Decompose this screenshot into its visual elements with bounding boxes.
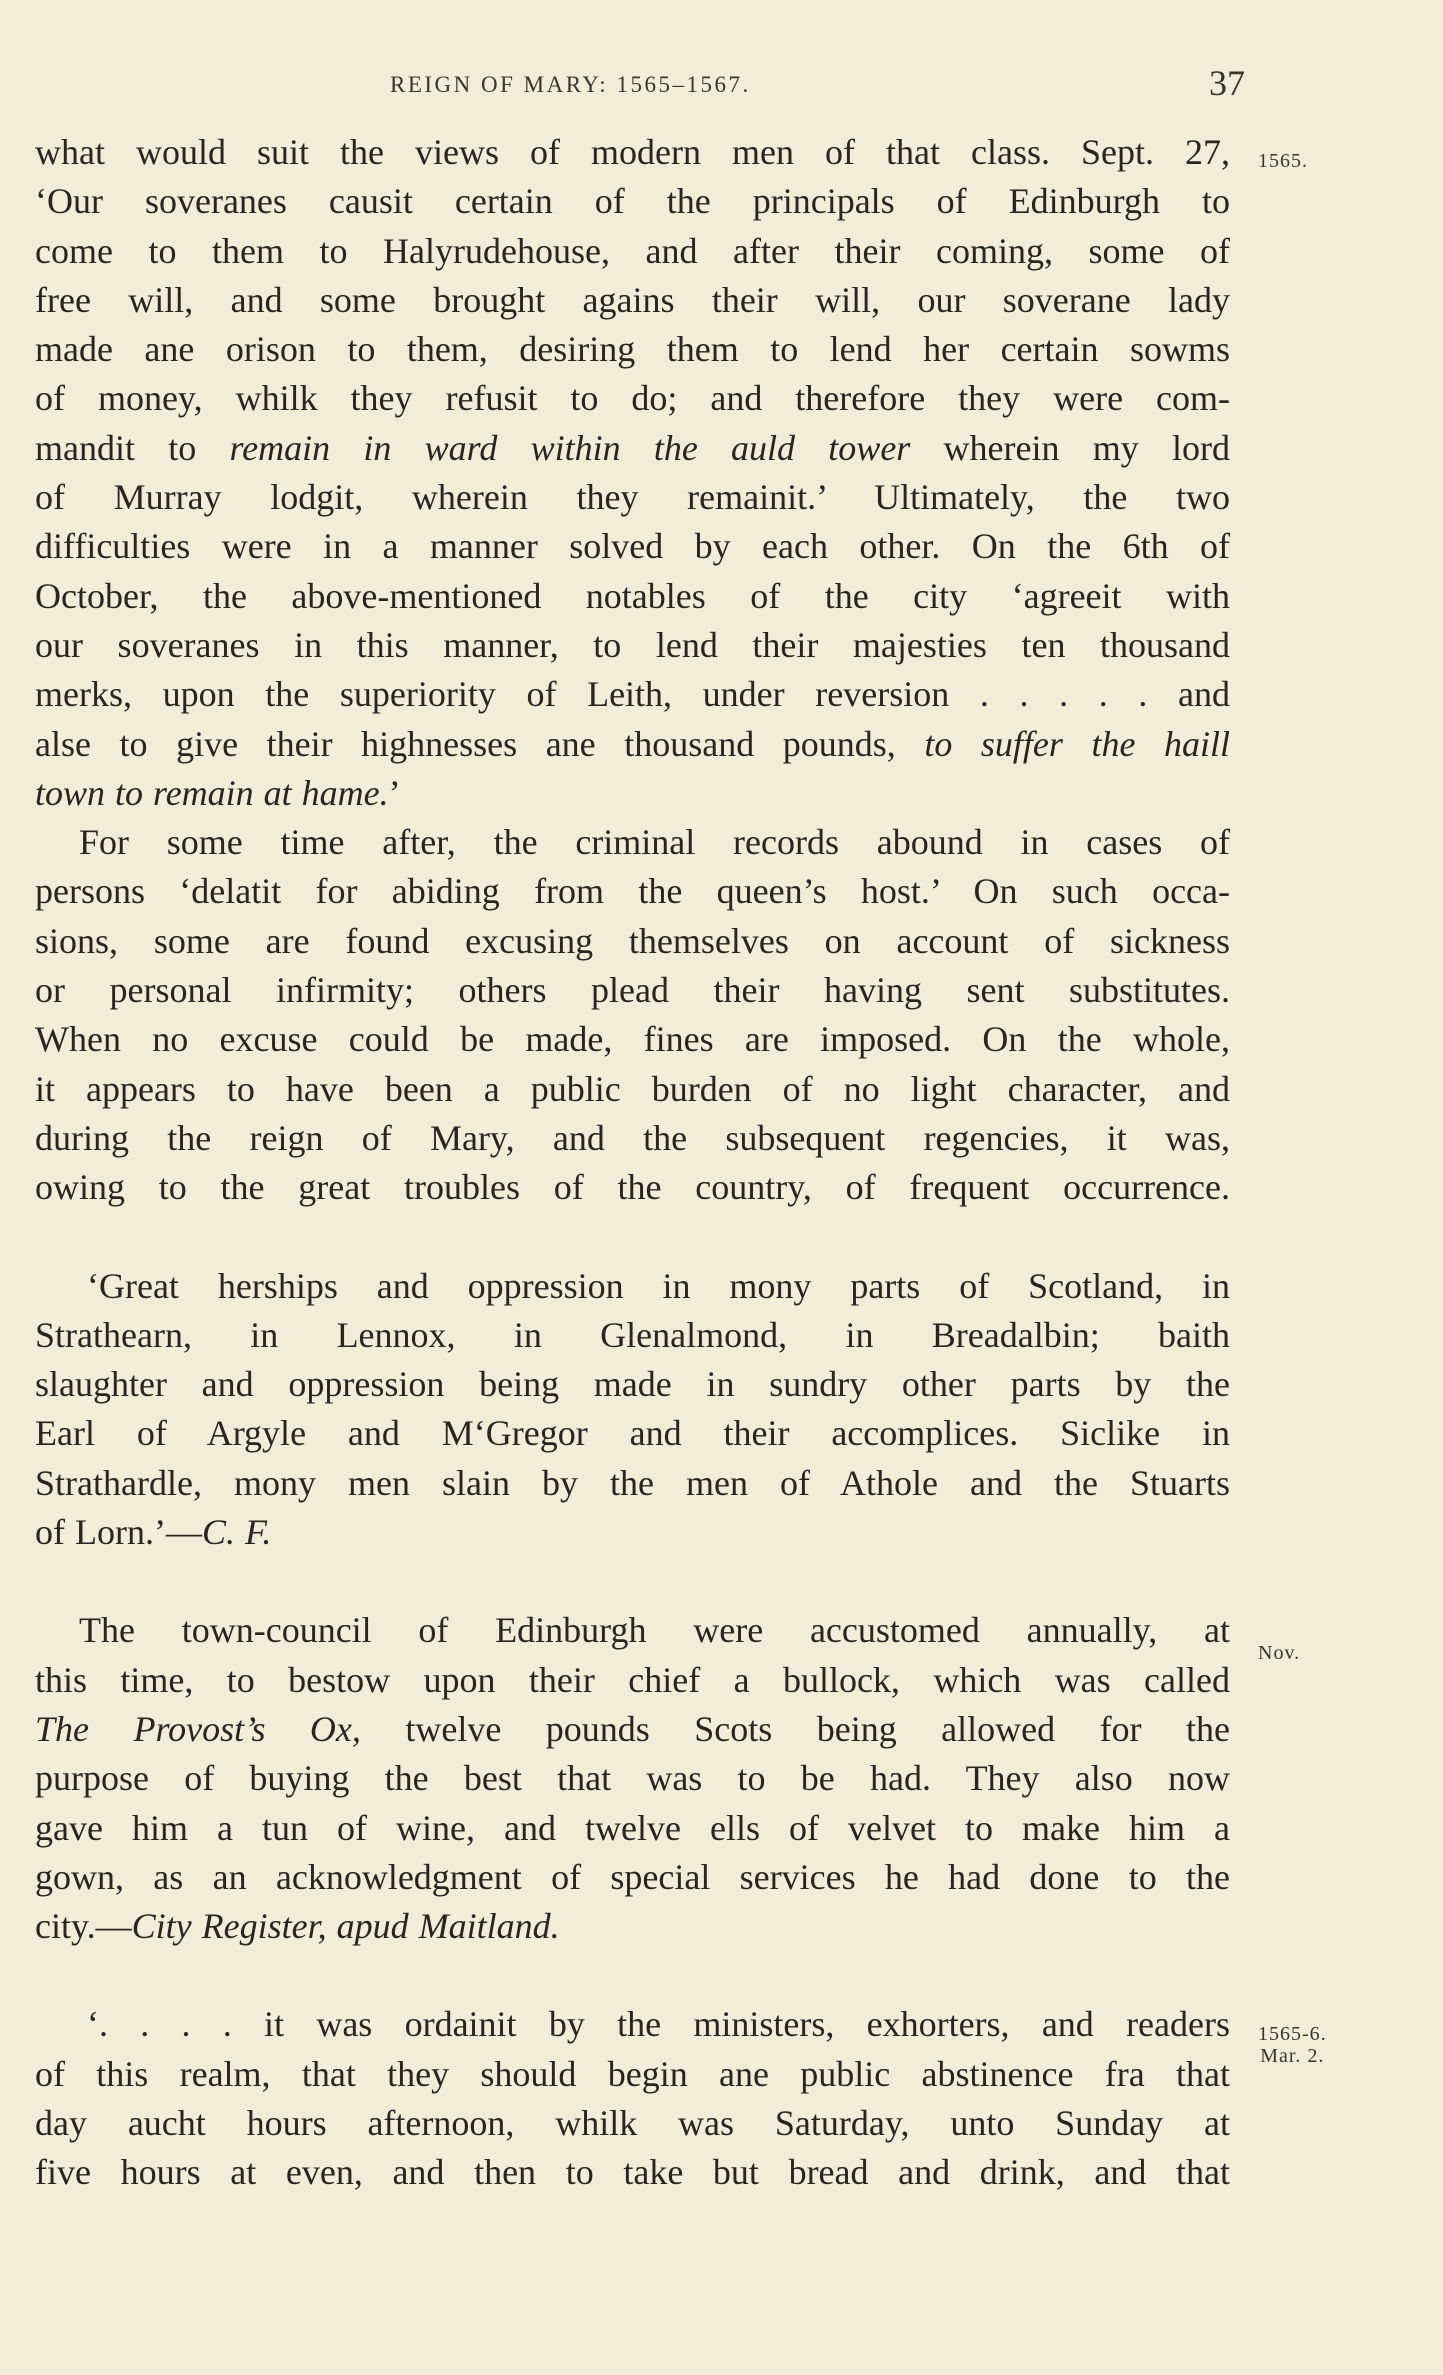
text-line: during the reign of Mary, and the subsequent regencies, it was, — [35, 1117, 1230, 1158]
text-line: this time, to bestow upon their chief a bullock, which was called — [35, 1659, 1230, 1700]
text-line: our soveranes in this manner, to lend their majesties ten thousand — [35, 624, 1230, 665]
source-citation: City Register, apud Maitland. — [131, 1906, 560, 1947]
text-line: For some time after, the criminal records abound in cases of — [79, 822, 1230, 863]
source-citation: C. F. — [201, 1512, 272, 1553]
text-line: ‘Our soveranes causit certain of the principals of Edinburgh to — [35, 181, 1230, 222]
running-head — [390, 62, 1245, 112]
text-line: slaughter and oppression being made in sundry other parts by the — [35, 1364, 1230, 1405]
text-line: When no excuse could be made, fines are imposed. On the whole, — [35, 1019, 1230, 1060]
text-line: it appears to have been a public burden of no light character, and — [35, 1068, 1230, 1109]
text-line: free will, and some brought agains their will, our soverane lady — [35, 279, 1230, 320]
text-line: merks, upon the superiority of Leith, under reversion . . . . . and — [35, 674, 1230, 715]
text-line: purpose of buying the best that was to be had. They also now — [35, 1758, 1230, 1799]
text-line: five hours at even, and then to take but bread and drink, and that — [35, 2152, 1230, 2193]
text-line — [35, 720, 1230, 769]
margin-note-day: Mar. 2. — [1260, 2045, 1325, 2067]
quotation-paragraph — [35, 1262, 1230, 1558]
text-line: gave him a tun of wine, and twelve ells of velvet to make him a — [35, 1807, 1230, 1848]
paragraph — [35, 818, 1230, 1212]
text-line: of money, whilk they refusit to do; and therefore they were com- — [35, 378, 1230, 419]
text-run: ’ — [388, 772, 401, 813]
text-run: mandit to — [35, 427, 230, 468]
text-line: ‘. . . . it was ordainit by the ministers, exhorters, and readers — [87, 2004, 1230, 2045]
page-number: 37 — [1209, 63, 1245, 103]
text-line — [35, 1705, 1230, 1754]
text-line: Strathearn, in Lennox, in Glenalmond, in Breadalbin; baith — [35, 1314, 1230, 1355]
text-line: Earl of Argyle and M‘Gregor and their accomplices. Siclike in — [35, 1413, 1230, 1454]
text-run: wherein my lord — [910, 427, 1230, 468]
quotation-paragraph — [35, 2000, 1230, 2197]
text-line — [35, 769, 1230, 818]
section-gap — [35, 1557, 1230, 1606]
text-line: sions, some are found excusing themselves on account of sickness — [35, 920, 1230, 961]
italic-quote: town to remain at hame. — [35, 772, 389, 813]
paragraph — [35, 1606, 1230, 1951]
margin-note-month: Nov. — [1258, 1642, 1301, 1664]
text-line: owing to the great troubles of the country, of frequent occurrence. — [35, 1167, 1230, 1208]
margin-note-year: 1565. — [1258, 150, 1308, 172]
text-line: of this realm, that they should begin ane public abstinence fra that — [35, 2053, 1230, 2094]
section-gap — [35, 1213, 1230, 1262]
text-line: or personal infirmity; others plead their having sent substitutes. — [35, 970, 1230, 1011]
section-gap — [35, 1951, 1230, 2000]
text-line: made ane orison to them, desiring them to lend her certain sowms — [35, 329, 1230, 370]
text-line: difficulties were in a manner solved by each other. On the 6th of — [35, 526, 1230, 567]
paragraph — [35, 128, 1230, 818]
text-line: October, the above-mentioned notables of the city ‘agreeit with — [35, 575, 1230, 616]
italic-quote: to suffer the haill — [924, 723, 1230, 764]
text-run: of Lorn.’— — [35, 1512, 202, 1553]
text-line: come to them to Halyrudehouse, and after their coming, some of — [35, 230, 1230, 271]
running-title: REIGN OF MARY: 1565–1567. — [390, 72, 751, 97]
italic-quote: remain in ward within the auld tower — [229, 427, 911, 468]
italic-title: The Provost’s Ox, — [35, 1708, 361, 1749]
text-line: what would suit the views of modern men of that class. Sept. 27, — [35, 132, 1230, 172]
margin-note-date — [1258, 2023, 1327, 2067]
text-run: alse to give their highnesses ane thousand pounds, — [35, 723, 925, 764]
text-line: gown, as an acknowledgment of special services he had done to the — [35, 1856, 1230, 1897]
text-line: of Murray lodgit, wherein they remainit.’ Ultimately, the two — [35, 477, 1230, 518]
text-line: day aucht hours afternoon, whilk was Saturday, unto Sunday at — [35, 2102, 1230, 2143]
margin-note-year-range: 1565-6. — [1258, 2023, 1327, 2045]
text-line: persons ‘delatit for abiding from the queen’s host.’ On such occa- — [35, 871, 1230, 912]
text-line: ‘Great herships and oppression in mony parts of Scotland, in — [87, 1265, 1230, 1306]
text-run: city.— — [35, 1906, 132, 1947]
text-line — [35, 424, 1230, 473]
text-line: Strathardle, mony men slain by the men of Athole and the Stuarts — [35, 1462, 1230, 1503]
text-run: twelve pounds Scots being allowed for the — [360, 1708, 1230, 1749]
text-column — [35, 128, 1230, 2198]
text-line — [35, 1902, 1230, 1951]
text-line — [35, 1508, 1230, 1557]
text-line: The town-council of Edinburgh were accustomed annually, at — [79, 1610, 1230, 1651]
